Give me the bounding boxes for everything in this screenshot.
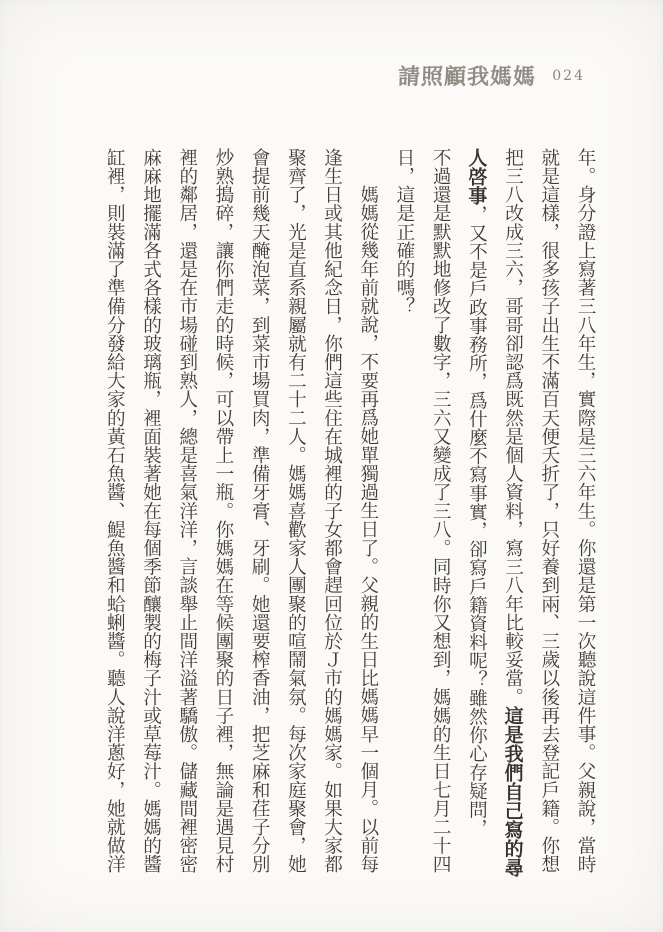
body-text: ，又不是戶政事務所，爲什麼不寫事實，卻寫戶籍資料呢？雖然你心存疑問，: [466, 204, 488, 838]
text-column: [386, 148, 422, 888]
body-text: 炒熟搗碎，讓你們走的時候，可以帶上一瓶。你媽媽在等候團聚的日子裡，無論是遇見村: [212, 148, 234, 874]
body-text: 就是這樣，很多孩子出生不滿百天便夭折了，只好養到兩、三歲以後再去登記戶籍。你想: [538, 148, 560, 874]
body-text: 麻麻地擺滿各式各樣的玻璃瓶，裡面裝著她在每個季節釀製的梅子汁或草莓汁。媽媽的醬: [140, 148, 162, 874]
text-column: [169, 148, 205, 888]
text-column: [205, 148, 241, 888]
text-column: [458, 148, 494, 888]
book-title: 請照顧我媽媽: [397, 65, 537, 90]
body-text: 日，這是正確的嗎？: [393, 148, 415, 316]
body-text: 裡的鄰居，還是在市場碰到熟人，總是喜氣洋洋，言談舉止間洋溢著驕傲。儲藏間裡密密: [176, 148, 198, 874]
emphasized-text: 這是我們自己寫的尋: [501, 706, 524, 877]
text-column: [531, 148, 567, 888]
text-column: [422, 148, 458, 888]
body-text: 會提前幾天醃泡菜，到菜市場買肉，準備牙膏、牙刷。她還要榨香油，把芝麻和荏子分別: [249, 148, 271, 874]
running-head: [398, 60, 585, 91]
text-column: [96, 148, 132, 888]
body-text: 聚齊了，光是直系親屬就有二十二人。媽媽喜歡家人團聚的喧鬧氣氛。每次家庭聚會，她: [285, 148, 307, 874]
body-text: 媽媽從幾年前就說，不要再爲她單獨過生日了。父親的生日比媽媽早一個月。以前每: [357, 185, 379, 874]
page-number: 024: [552, 67, 585, 84]
text-column: [350, 148, 386, 888]
text-column: [567, 148, 603, 888]
emphasized-text: 人啓事: [465, 148, 488, 205]
text-column: [132, 148, 168, 888]
body-text: 把三八改成三六，哥哥卻認爲既然是個人資料，寫三八年比較妥當。: [502, 148, 524, 706]
text-column: [277, 148, 313, 888]
body-text: 年。身分證上寫著三八年生，實際是三六年生。你還是第一次聽說這件事。父親說，當時: [575, 148, 596, 874]
text-column: [494, 148, 530, 888]
text-column: [313, 148, 349, 888]
text-column: [241, 148, 277, 888]
body-text: 不過還是默默地修改了數字，三六又變成了三八。同時你又想到，媽媽的生日七月二十四: [430, 148, 452, 874]
body-text: 逢生日或其他紀念日，你們這些住在城裡的子女都會趕回位於Ｊ市的媽媽家。如果大家都: [321, 148, 343, 874]
text-block: [96, 148, 603, 888]
body-text: 缸裡，則裝滿了準備分發給大家的黃石魚醬、鯷魚醬和蛤蜊醬。聽人說洋蔥好，她就做洋: [104, 148, 126, 874]
